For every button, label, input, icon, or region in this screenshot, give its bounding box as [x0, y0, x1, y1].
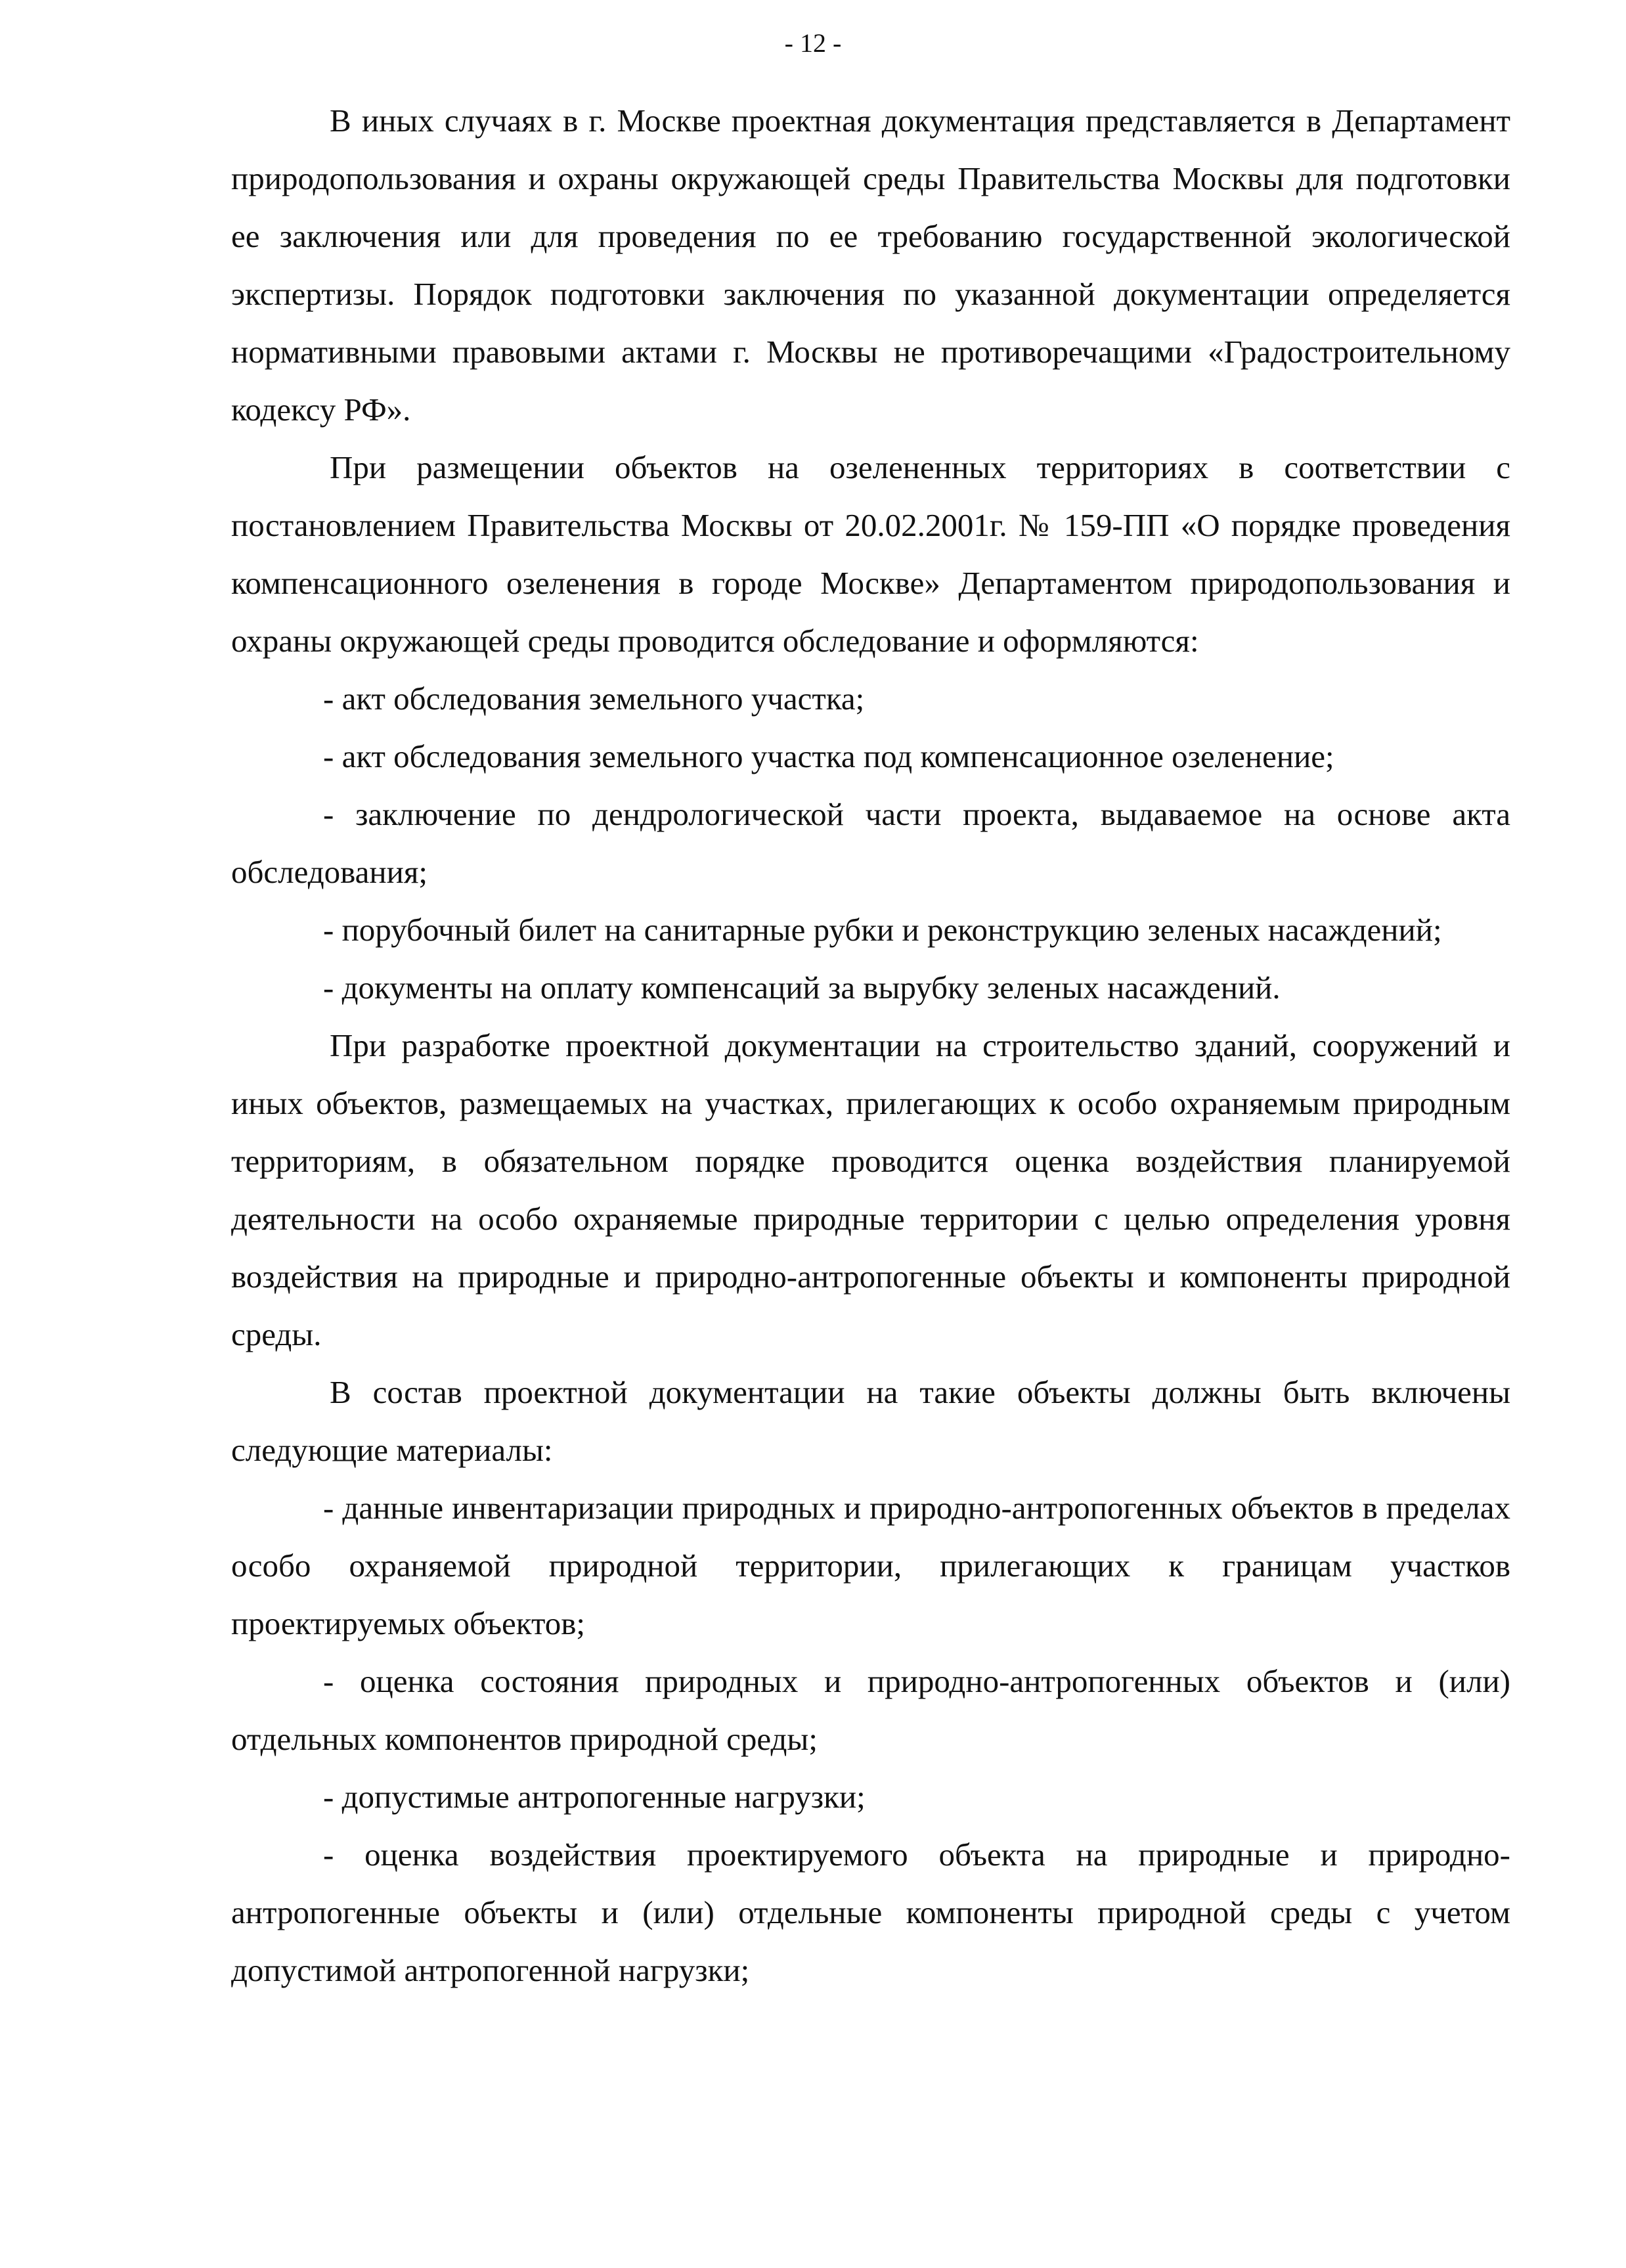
list-item: - документы на оплату компенсаций за вырубку зеленых насаждений.: [323, 969, 1281, 1006]
paragraph-green-territories: При размещении объектов на озелененных территориях в соответствии с постановлением Правительства Москвы от 20.02.2001г. № 159-ПП «О порядке проведения компенсационного озеленения в городе Москве» Департаментом природопользования и охраны окружающей среды проводится обследование и оформляются:: [231, 449, 1510, 659]
page-number: - 12 -: [784, 28, 842, 58]
paragraph-required-materials: В состав проектной документации на такие объекты должны быть включены следующие материалы:: [231, 1374, 1510, 1468]
paragraph-protected-territories: При разработке проектной документации на строительство зданий, сооружений и иных объектов, размещаемых на участках, прилегающих к особо охраняемым природным территориям, в обязательном порядке проводится оценка воздействия планируемой деятельности на особо охраняемые природные территории с целью определения уровня воздействия на природные и природно-антропогенные объекты и компоненты природной среды.: [231, 1027, 1510, 1352]
list-item: - оценка воздействия проектируемого объекта на природные и природно-антропогенные объекты и (или) отдельные компоненты природной среды с учетом допустимой антропогенной нагрузки;: [231, 1836, 1510, 1988]
document-body: [231, 92, 1510, 1999]
list-item: - акт обследования земельного участка под компенсационное озеленение;: [323, 738, 1334, 774]
paragraph-moscow-documentation: В иных случаях в г. Москве проектная документация представляется в Департамент природопользования и охраны окружающей среды Правительства Москвы для подготовки ее заключения или для проведения по ее требованию государственной экологической экспертизы. Порядок подготовки заключения по указанной документации определяется нормативными правовыми актами г. Москвы не противоречащими «Градостроительному кодексу РФ».: [231, 102, 1510, 428]
list-item: - допустимые антропогенные нагрузки;: [323, 1779, 866, 1815]
list-item: - заключение по дендрологической части проекта, выдаваемое на основе акта обследования;: [231, 796, 1510, 890]
list-item: - оценка состояния природных и природно-антропогенных объектов и (или) отдельных компонентов природной среды;: [231, 1663, 1510, 1757]
list-item: - акт обследования земельного участка;: [323, 680, 865, 717]
list-item: - данные инвентаризации природных и природно-антропогенных объектов в пределах особо охраняемой природной территории, прилегающих к границам участков проектируемых объектов;: [231, 1490, 1510, 1641]
list-item: - порубочный билет на санитарные рубки и реконструкцию зеленых насаждений;: [323, 912, 1442, 948]
